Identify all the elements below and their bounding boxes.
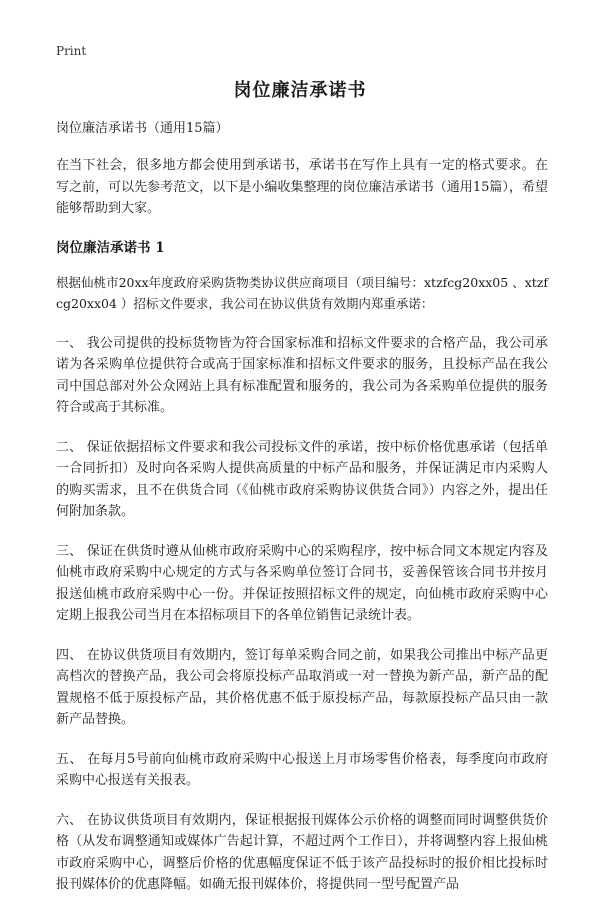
body-paragraph: 五、 在每月5号前向仙桃市政府采购中心报送上月市场零售价格表，每季度向市政府采购中心报送有关报表。 xyxy=(56,751,548,788)
body-paragraph: 根据仙桃市20xx年度政府采购货物类协议供应商项目（项目编号：xtzfcg20xx05 、xtzfcg20xx04 ）招标文件要求，我公司在协议供货有效期内郑重承诺： xyxy=(56,274,548,311)
print-link[interactable]: Print xyxy=(56,44,87,58)
section-heading: 岗位廉洁承诺书 1 xyxy=(56,239,165,256)
document-title: 岗位廉洁承诺书 xyxy=(233,80,367,101)
body-paragraph: 四、 在协议供货项目有效期内，签订每单采购合同之前，如果我公司推出中标产品更高档次的替换产品，我公司会将原投标产品取消或一对一替换为新产品，新产品的配置规格不低于原投标产品，其价格优惠不低于原投标产品，每款原投标产品只由一款新产品替换。 xyxy=(56,647,548,727)
intro-paragraph: 在当下社会，很多地方都会使用到承诺书，承诺书在写作上具有一定的格式要求。在写之前，可以先参考范文，以下是小编收集整理的岗位廉洁承诺书（通用15篇），希望能够帮助到大家。 xyxy=(56,158,548,216)
body-paragraph: 三、 保证在供货时遵从仙桃市政府采购中心的采购程序，按中标合同文本规定内容及仙桃市政府采购中心规定的方式与各采购单位签订合同书，妥善保管该合同书并按月报送仙桃市政府采购中心一份。并保证按照招标文件的规定，向仙桃市政府采购中心定期上报我公司当月在本招标项目下的各单位销售记录统计表。 xyxy=(56,543,548,623)
document-body xyxy=(56,119,548,914)
body-paragraph: 二、 保证依据招标文件要求和我公司投标文件的承诺，按中标价格优惠承诺（包括单一合同折扣）及时向各采购人提供高质量的中标产品和服务，并保证满足市内采购人的购买需求，且不在供货合同（《仙桃市政府采购协议供货合同》）内容之外，提出任何附加条款。 xyxy=(56,439,548,519)
document-subtitle: 岗位廉洁承诺书（通用15篇） xyxy=(56,121,229,136)
body-paragraph: 一、 我公司提供的投标货物皆为符合国家标准和招标文件要求的合格产品，我公司承诺为各采购单位提供符合或高于国家标准和招标文件要求的服务，且投标产品在我公司中国总部对外公众网站上具有标准配置和服务的，我公司为各采购单位提供的服务符合或高于其标准。 xyxy=(56,335,548,415)
body-paragraph: 六、 在协议供货项目有效期内，保证根据报刊媒体公示价格的调整而同时调整供货价格（从发布调整通知或媒体广告起计算，不超过两个工作日），并将调整内容上报仙桃市政府采购中心，调整后价格的优惠幅度保证不低于该产品投标时的报价相比投标时报刊媒体价的优惠降幅。如确无报刊媒体价，将提供同一型号配置产品 xyxy=(56,812,548,892)
